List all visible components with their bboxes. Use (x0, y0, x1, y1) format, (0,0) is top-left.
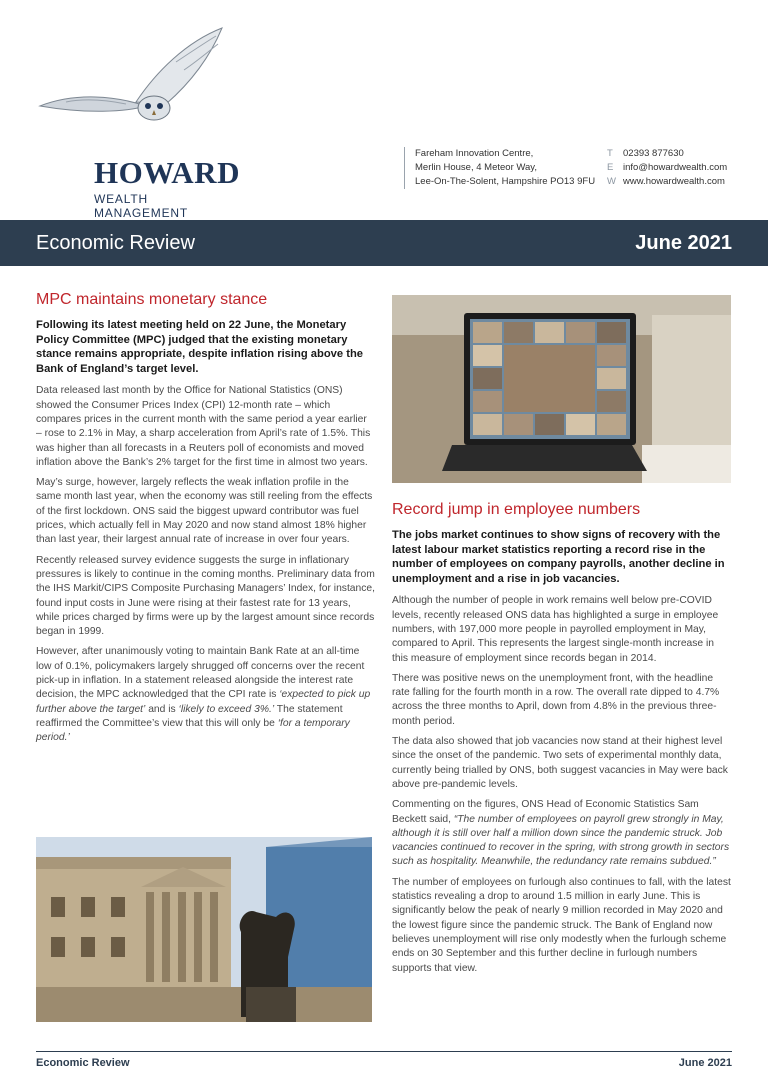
article-paragraph: There was positive news on the unemployment front, with the headline rate falling for the fourth month in a row. The overall rate dipped to 4.7% across the three months to April, down from 4.8% in the previous three-month period. (392, 672, 720, 727)
quote: ‘likely to exceed 3%.’ (178, 703, 275, 715)
article-paragraph: The data also showed that job vacancies now stand at their highest level since the onset of the pandemic. Two sets of experimental monthly data, currently being trialled by ONS, both suggest vacancies in May were back above pre-pandemic levels. (392, 736, 728, 790)
article-paragraph (392, 798, 731, 869)
banner-date: June 2021 (635, 232, 732, 254)
footer-title: Economic Review (36, 1057, 130, 1069)
article-paragraph: May’s surge, however, largely reflects the weak inflation profile in the same month last year, when the economy was still reeling from the effects of the first lockdown. ONS said the biggest upward contributor was fuel prices, which actually fell in May 2020 and now stand almost 18% higher than last year, their largest annual rate of increase in over four years. (36, 477, 373, 546)
article-paragraph: Data released last month by the Office for National Statistics (ONS) showed the Consumer Prices Index (CPI) 12-month rate – which compares prices in the current month with the same period a year earlier – rose to 2.1% in May, a sharp acceleration from April’s rate of 1.5%. This was higher than all forecasts in a Reuters poll of economists and moved inflation above the Bank’s 2% target for the first time in almost two years. (36, 385, 371, 468)
address-block (404, 147, 595, 189)
email-value[interactable]: info@howardwealth.com (623, 162, 728, 173)
article-paragraph: The number of employees on furlough also continues to fall, with the latest statistics revealing a drop to around 1.5 million in early June. This is significantly below the peak of nearly 9 million recorded in May 2020 and the lowest figure since the pandemic struck. The Bank of England now believes unemployment will rise only modestly when the furlough scheme ends on 30 September and this further decline in furlough numbers supports that view. (392, 876, 731, 974)
text-run: The statement reaffirmed the Committee’s view that this will only be (36, 703, 343, 729)
bank-of-england-photo (36, 837, 372, 1022)
brand-subtitle: WEALTH MANAGEMENT (94, 192, 189, 220)
quote: ‘expected to pick up further above the target’ (36, 689, 371, 715)
phone-key: T (607, 148, 613, 159)
logo (36, 22, 240, 220)
address-line: Lee-On-The-Solent, Hampshire PO13 9FU (415, 176, 596, 187)
brand-name: HOWARD (94, 155, 240, 190)
page-header (0, 0, 768, 220)
article-paragraph (36, 645, 375, 745)
article-lead: Following its latest meeting held on 22 June, the Monetary Policy Committee (MPC) judged that the existing monetary stance remains appropriate, despite inflation rising above the Bank of England’s target level. (36, 319, 364, 375)
article-paragraph: Although the number of people in work remains well below pre-COVID levels, recently released ONS data has highlighted a surge in employee numbers, with 197,000 more people in payrolled employment in May, compared to April. This represents the largest single-month increase in this measure of employment since records began in 2014. (392, 595, 719, 664)
text-run: Commenting on the figures, ONS Head of Economic Statistics Sam Beckett said, (392, 799, 699, 825)
quote: ‘for a temporary period.’ (36, 717, 350, 744)
article-lead: The jobs market continues to show signs of recovery with the latest labour market statistics reporting a record rise in the number of employees on company payrolls, another decline in unemployment and a rise in job vacancies. (392, 529, 725, 585)
article-heading: MPC maintains monetary stance (36, 291, 268, 308)
email-key: E (607, 162, 614, 173)
address-line: Fareham Innovation Centre, (415, 148, 534, 159)
address-line: Merlin House, 4 Meteor Way, (415, 162, 537, 173)
contact-email (607, 161, 727, 175)
article-mpc (36, 290, 375, 752)
video-call-photo (392, 295, 731, 483)
owl-icon (36, 22, 226, 132)
text-run: However, after unanimously voting to maintain Bank Rate at an all-time low of 0.1%, policymakers largely shrugged off concerns over the recent pick-up in inflation. In a statement released alongside the interest rate decision, the MPC acknowledged that the CPI rate is (36, 646, 365, 701)
contact-block (607, 147, 727, 189)
quote: “The number of employees on payroll grew strongly in May, although it is still over half a million down since the pandemic struck. Job vacancies continued to recover in the spring, with strong growth in sectors such as hospitality. Meanwhile, the redundancy rate remains subdued.” (392, 813, 730, 868)
article-heading: Record jump in employee numbers (392, 501, 641, 518)
text-run: and is (145, 703, 179, 715)
contact-phone (607, 147, 727, 161)
web-value[interactable]: www.howardwealth.com (623, 176, 725, 187)
article-paragraph: Recently released survey evidence suggests the surge in inflationary pressures is likely to continue in the coming months. Preliminary data from the IHS Markit/CIPS Composite Purchasing Managers’ Index, for instance, found input costs in June were rising at their fastest rate for 13 years, while prices charged by firms were up by the largest amount since records began in 1999. (36, 554, 375, 638)
article-employment (392, 500, 731, 982)
video-tiles (473, 322, 626, 435)
footer-divider (36, 1051, 732, 1052)
title-banner (0, 220, 768, 266)
web-key: W (607, 176, 616, 187)
phone-value: 02393 877630 (623, 148, 684, 159)
footer-date: June 2021 (678, 1057, 732, 1069)
banner-title: Economic Review (36, 232, 195, 254)
contact-web (607, 175, 727, 189)
